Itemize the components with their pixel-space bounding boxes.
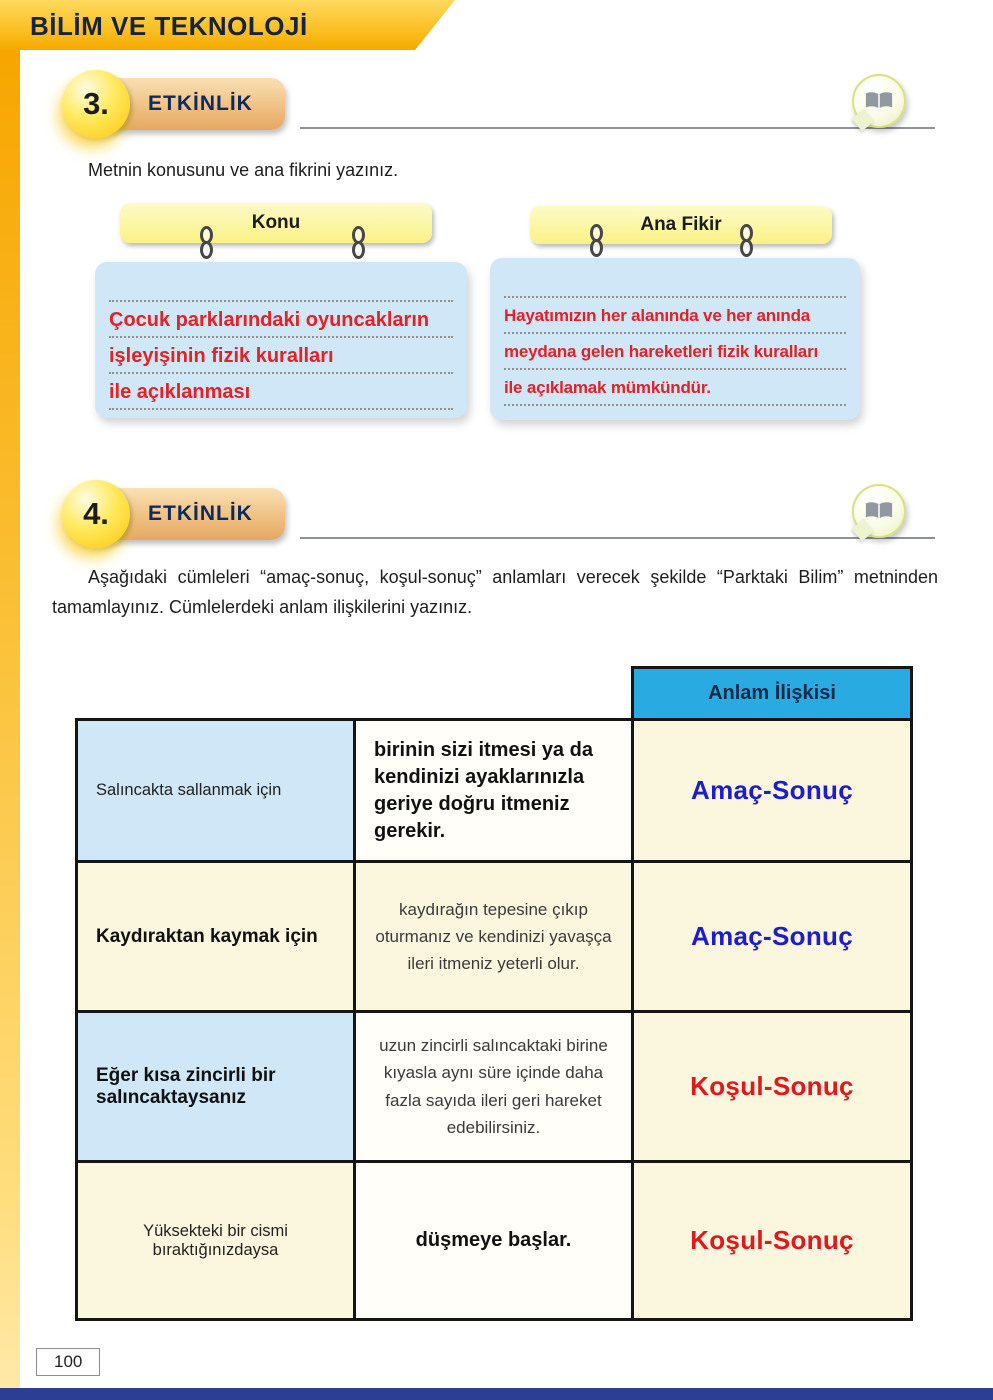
activity4-label: ETKİNLİK [148, 502, 253, 525]
table-cell-completion [355, 720, 633, 862]
activity4-table [75, 666, 913, 1321]
relation-text: Amaç-Sonuç [691, 921, 853, 951]
completion-answer-text: uzun zincirli salıncaktaki birine kıyasla aynı süre içinde daha fazla sayıda ileri geri hareket edebilirsiniz. [379, 1036, 608, 1137]
ana-fikir-answer-line: Hayatımızın her alanında ve her anında [504, 298, 846, 334]
activity3-number: 3. [83, 86, 109, 121]
relation-text: Amaç-Sonuç [691, 775, 853, 805]
chain-link-icon [740, 224, 753, 257]
activity3-number-circle [62, 70, 130, 138]
bottom-footer-bar [0, 1388, 993, 1400]
activity3-label: ETKİNLİK [148, 92, 253, 115]
chain-ring [352, 241, 365, 259]
chain-link-icon [590, 224, 603, 257]
activity3-divider-line [300, 127, 935, 129]
activity4-badge [62, 488, 285, 540]
table-header-row [77, 668, 912, 720]
konu-answer-line: işleyişinin fizik kuralları [109, 338, 453, 374]
table-cell-completion [355, 1162, 633, 1320]
table-cell-completion [355, 1012, 633, 1162]
table-cell-relation [633, 1162, 912, 1320]
dotted-writing-line [504, 268, 846, 298]
condition-text: Yüksekteki bir cismi bıraktığınızdaysa [143, 1221, 288, 1259]
konu-answer-box [95, 262, 467, 418]
open-book-glyph [864, 89, 894, 113]
chain-ring [740, 239, 753, 257]
condition-text: Salıncakta sallanmak için [96, 781, 282, 799]
table-cell-condition [77, 1012, 355, 1162]
book-icon [852, 484, 906, 538]
relation-text: Koşul-Sonuç [690, 1225, 854, 1255]
open-book-glyph [864, 499, 894, 523]
activity4-number-circle [62, 480, 130, 548]
ana-fikir-tab-label: Ana Fikir [640, 214, 722, 235]
table-row [77, 862, 912, 1012]
activity4-number: 4. [83, 496, 109, 531]
completion-text: birinin sizi itmesi ya da kendinizi ayaklarınızla geriye doğru itmeniz gerekir. [374, 738, 593, 842]
activity3-instruction: Metnin konusunu ve ana fikrini yazınız. [88, 160, 399, 180]
table-header-spacer [77, 668, 633, 720]
book-icon [852, 74, 906, 128]
dotted-writing-line [109, 272, 453, 302]
activity4-instruction: Aşağıdaki cümleleri “amaç-sonuç, koşul-sonuç” anlamları verecek şekilde “Parktaki Bilim” metninden tamamlayınız. Cümlelerdeki anlam ilişkilerini yazınız. [52, 567, 938, 617]
konu-tab [120, 203, 432, 243]
table-cell-relation [633, 720, 912, 862]
table-cell-relation [633, 862, 912, 1012]
page-title: BİLİM VE TEKNOLOJİ [30, 11, 308, 41]
chain-ring [590, 239, 603, 257]
chain-link-icon [352, 226, 365, 259]
table-row [77, 1012, 912, 1162]
table-cell-condition [77, 1162, 355, 1320]
table-row [77, 720, 912, 862]
activity4-divider-line [300, 537, 935, 539]
activity3-badge [62, 78, 285, 130]
page-number: 100 [36, 1348, 100, 1376]
condition-text: Eğer kısa zincirli bir salıncaktaysanız [96, 1064, 276, 1108]
konu-answer-line: ile açıklanması [109, 374, 453, 410]
ana-fikir-answer-line: meydana gelen hareketleri fizik kuralları [504, 334, 846, 370]
ana-fikir-answer-line: ile açıklamak mümkündür. [504, 370, 846, 406]
relation-text: Koşul-Sonuç [690, 1071, 854, 1101]
konu-answer-line: Çocuk parklarındaki oyuncakların [109, 302, 453, 338]
completion-text: düşmeye başlar. [415, 1229, 572, 1251]
table-header-anlam-iliskisi: Anlam İlişkisi [633, 668, 912, 720]
condition-text: Kaydıraktan kaymak için [96, 925, 318, 947]
table-row [77, 1162, 912, 1320]
ana-fikir-answer-box [490, 258, 860, 420]
ana-fikir-tab [530, 206, 832, 244]
left-accent-stripe [0, 50, 20, 1388]
table-cell-condition [77, 862, 355, 1012]
table-cell-condition [77, 720, 355, 862]
konu-tab-label: Konu [251, 212, 301, 233]
completion-answer-text: kaydırağın tepesine çıkıp oturmanız ve kendinizi yavaşça ileri itmeniz yeterli olur. [375, 899, 612, 974]
chain-link-icon [200, 226, 213, 259]
table-cell-completion [355, 862, 633, 1012]
table-cell-relation [633, 1012, 912, 1162]
chain-ring [200, 241, 213, 259]
